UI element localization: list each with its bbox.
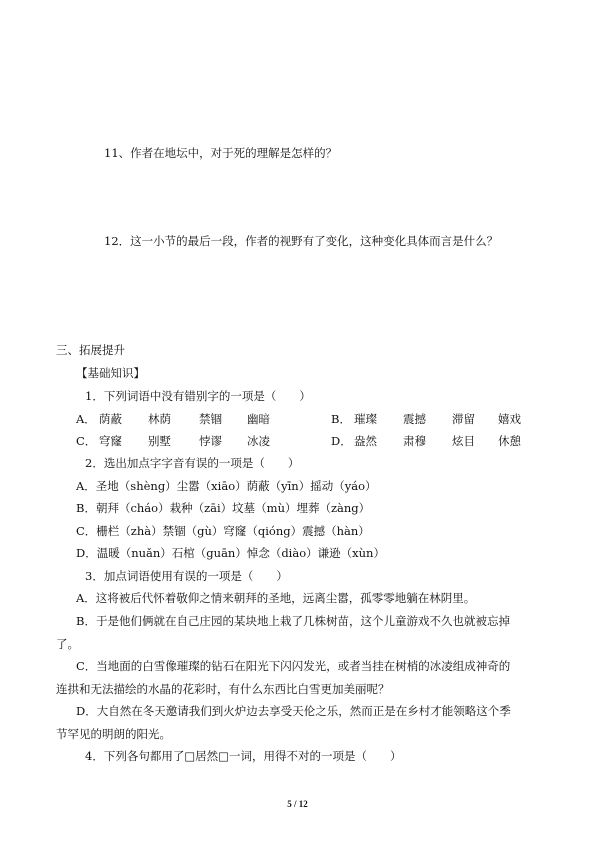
section-title: 三、拓展提升 (56, 343, 125, 357)
page-number: 5 / 12 (287, 799, 308, 809)
b1-b-letter: B． (331, 412, 351, 426)
b1-d-letter: D． (331, 434, 352, 448)
b1-d-word: 炫目 (452, 434, 475, 448)
b1-b-word: 嬉戏 (498, 412, 521, 426)
b1-a-word: 荫蔽 (99, 412, 122, 426)
b3-option-a: A．这将被后代怀着敬仰之情来朝拜的圣地，远离尘嚣，孤零零地躺在林阴里。 (76, 591, 476, 605)
b3-option-c-line2: 连拱和无法描绘的水晶的花彩时，有什么东西比白雪更加美丽呢？ (56, 682, 390, 696)
b1-a-word: 禁锢 (199, 412, 222, 426)
b1-d-word: 休憩 (498, 434, 521, 448)
b1-c-word: 穹窿 (99, 434, 122, 448)
b2-option-a: A．圣地（shèng）尘嚣（xiāo）荫蔽（yīn）摇动（yáo） (76, 479, 377, 493)
question-11: 11、作者在地坛中，对于死的理解是怎样的？ (104, 146, 338, 160)
b3-stem: 3．加点词语使用有误的一项是（ ） (85, 569, 288, 583)
b2-stem: 2．选出加点字字音有误的一项是（ ） (85, 456, 300, 470)
b1-b-word: 震撼 (403, 412, 426, 426)
b1-c-word: 别墅 (148, 434, 171, 448)
b2-option-b: B．朝拜（cháo）栽种（zāi）坟墓（mù）埋葬（zàng） (76, 501, 371, 515)
b1-c-letter: C． (76, 434, 97, 448)
b1-d-word: 肃穆 (403, 434, 426, 448)
b3-option-d-line1: D．大自然在冬天邀请我们到火炉边去享受天伦之乐，然而正是在乡村才能领略这个季 (76, 704, 511, 718)
b1-c-word: 冰凌 (247, 434, 270, 448)
b3-option-b-line1: B．于是他们俩就在自己庄园的某块地上栽了几株树苗，这个儿童游戏不久也就被忘掉 (76, 614, 510, 628)
b1-stem: 1．下列词语中没有错别字的一项是（ ） (85, 389, 311, 403)
b4-stem: 4．下列各句都用了□居然□一词，用得不对的一项是（ ） (85, 749, 402, 763)
b1-b-word: 璀璨 (354, 412, 377, 426)
b3-option-b-line2: 了。 (56, 637, 79, 651)
b1-a-letter: A． (76, 412, 96, 426)
basics-header: 【基础知识】 (76, 366, 145, 380)
b3-option-c-line1: C．当地面的白雪像璀璨的钻石在阳光下闪闪发光，或者当挂在树梢的冰凌组成神奇的 (76, 659, 511, 673)
b2-option-d: D．温暖（nuǎn）石棺（guān）悼念（diào）谦逊（xùn） (76, 546, 385, 560)
b1-b-word: 滞留 (452, 412, 475, 426)
b1-d-word: 盎然 (354, 434, 377, 448)
b3-option-d-line2: 节罕见的明朗的阳光。 (56, 727, 171, 741)
b1-a-word: 幽暗 (247, 412, 270, 426)
question-12: 12．这一小节的最后一段，作者的视野有了变化，这种变化具体而言是什么？ (104, 234, 499, 248)
b1-c-word: 悖谬 (199, 434, 222, 448)
b1-a-word: 林荫 (148, 412, 171, 426)
b2-option-c: C．栅栏（zhà）禁锢（gù）穹窿（qióng）震撼（hàn） (76, 524, 370, 538)
